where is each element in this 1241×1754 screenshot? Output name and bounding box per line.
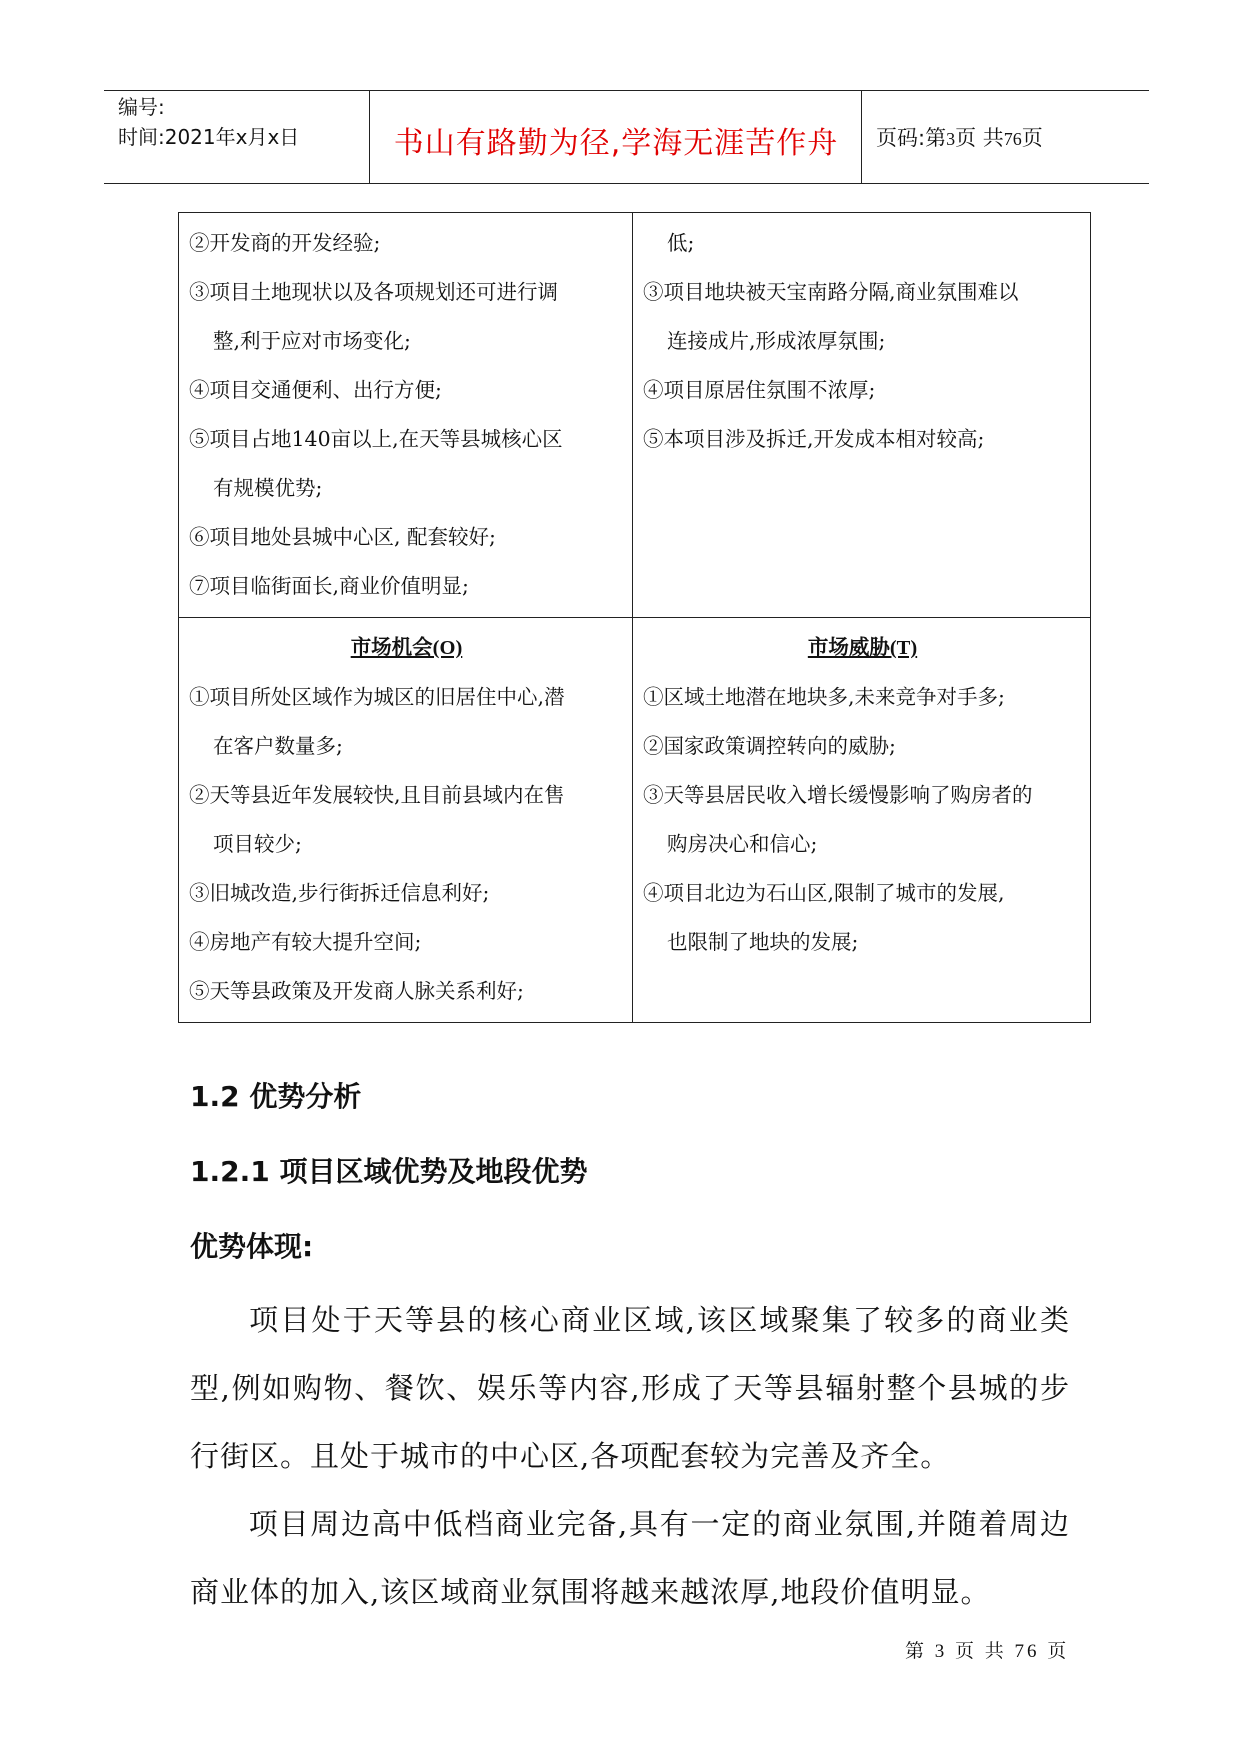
opportunities-title: 市场机会(O) bbox=[350, 637, 463, 659]
weakness-item-cont: 连接成片,形成浓厚氛围; bbox=[667, 329, 886, 353]
page-num: 3 bbox=[946, 129, 956, 149]
strength-item: ⑥项目地处县城中心区, 配套较好; bbox=[189, 525, 496, 549]
swot-table bbox=[178, 212, 1091, 1023]
threat-item: ①区域土地潜在地块多,未来竞争对手多; bbox=[643, 685, 1005, 709]
weakness-item-cont: 低; bbox=[667, 231, 695, 255]
strength-item: ③项目土地现状以及各项规划还可进行调 bbox=[189, 280, 558, 304]
threat-item: ④项目北边为石山区,限制了城市的发展, bbox=[643, 881, 1005, 905]
body-paragraph bbox=[190, 1286, 1070, 1490]
strengths-cell bbox=[179, 213, 633, 618]
paragraph-text: 项目周边高中低档商业完备,具有一定的商业氛围,并随着周边商业体的加入,该区域商业氛围将越来越浓厚,地段价值明显。 bbox=[190, 1507, 1070, 1609]
opportunity-item: ③旧城改造,步行街拆迁信息利好; bbox=[189, 881, 490, 905]
weakness-item: ③项目地块被天宝南路分隔,商业氛围难以 bbox=[643, 280, 1019, 304]
section-heading: 1.2 优势分析 bbox=[190, 1080, 362, 1113]
weaknesses-cell bbox=[633, 213, 1091, 618]
threats-title: 市场威胁(T) bbox=[807, 637, 918, 659]
strength-item-cont: 整,利于应对市场变化; bbox=[213, 329, 411, 353]
opportunity-item: ②天等县近年发展较快,且目前县域内在售 bbox=[189, 783, 565, 807]
header-bottom-rule bbox=[104, 183, 1149, 184]
threat-item-cont: 购房决心和信心; bbox=[667, 832, 818, 856]
page-footer: 第 3 页 共 76 页 bbox=[905, 1641, 1070, 1662]
opportunity-item: ⑤天等县政策及开发商人脉关系利好; bbox=[189, 979, 524, 1003]
strength-item: ⑤项目占地140亩以上,在天等县城核心区 bbox=[189, 427, 563, 451]
swot-row-opportunities-threats bbox=[179, 618, 1091, 1023]
page-prefix: 页码:第 bbox=[876, 126, 947, 150]
paragraph-text: 项目处于天等县的核心商业区域,该区域聚集了较多的商业类型,例如购物、餐饮、娱乐等内容,形成了天等县辐射整个县城的步行街区。且处于城市的中心区,各项配套较为完善及齐全。 bbox=[190, 1303, 1070, 1473]
opportunity-item-cont: 项目较少; bbox=[213, 832, 302, 856]
header-page-number bbox=[876, 122, 1043, 152]
opportunity-item-cont: 在客户数量多; bbox=[213, 734, 343, 758]
strength-item: ④项目交通便利、出行方便; bbox=[189, 378, 442, 402]
threat-item-cont: 也限制了地块的发展; bbox=[667, 930, 859, 954]
page-total: 76 bbox=[1003, 129, 1022, 149]
body-paragraph bbox=[190, 1490, 1070, 1626]
advantage-label: 优势体现: bbox=[190, 1230, 314, 1263]
strength-item: ②开发商的开发经验; bbox=[189, 231, 381, 255]
strength-item-cont: 有规模优势; bbox=[213, 476, 323, 500]
weakness-item: ④项目原居住氛围不浓厚; bbox=[643, 378, 876, 402]
threat-item: ②国家政策调控转向的威胁; bbox=[643, 734, 896, 758]
serial-label: 编号: bbox=[118, 95, 165, 119]
weakness-item: ⑤本项目涉及拆迁,开发成本相对较高; bbox=[643, 427, 985, 451]
strength-item: ⑦项目临街面长,商业价值明显; bbox=[189, 574, 469, 598]
header-meta bbox=[118, 92, 299, 152]
opportunity-item: ①项目所处区域作为城区的旧居住中心,潜 bbox=[189, 685, 565, 709]
swot-row-strengths-weaknesses bbox=[179, 213, 1091, 618]
header-divider-right bbox=[861, 90, 862, 184]
time-label: 时间:2021年x月x日 bbox=[118, 125, 300, 149]
subsection-heading: 1.2.1 项目区域优势及地段优势 bbox=[190, 1155, 588, 1188]
page-suffix: 页 bbox=[1021, 126, 1043, 150]
header-motto: 书山有路勤为径,学海无涯苦作舟 bbox=[393, 126, 839, 161]
page-mid: 页 共 bbox=[955, 126, 1004, 150]
threats-cell bbox=[633, 618, 1091, 1023]
header-top-rule bbox=[104, 90, 1149, 91]
threat-item: ③天等县居民收入增长缓慢影响了购房者的 bbox=[643, 783, 1033, 807]
opportunities-cell bbox=[179, 618, 633, 1023]
opportunity-item: ④房地产有较大提升空间; bbox=[189, 930, 422, 954]
header-divider-left bbox=[369, 90, 370, 184]
